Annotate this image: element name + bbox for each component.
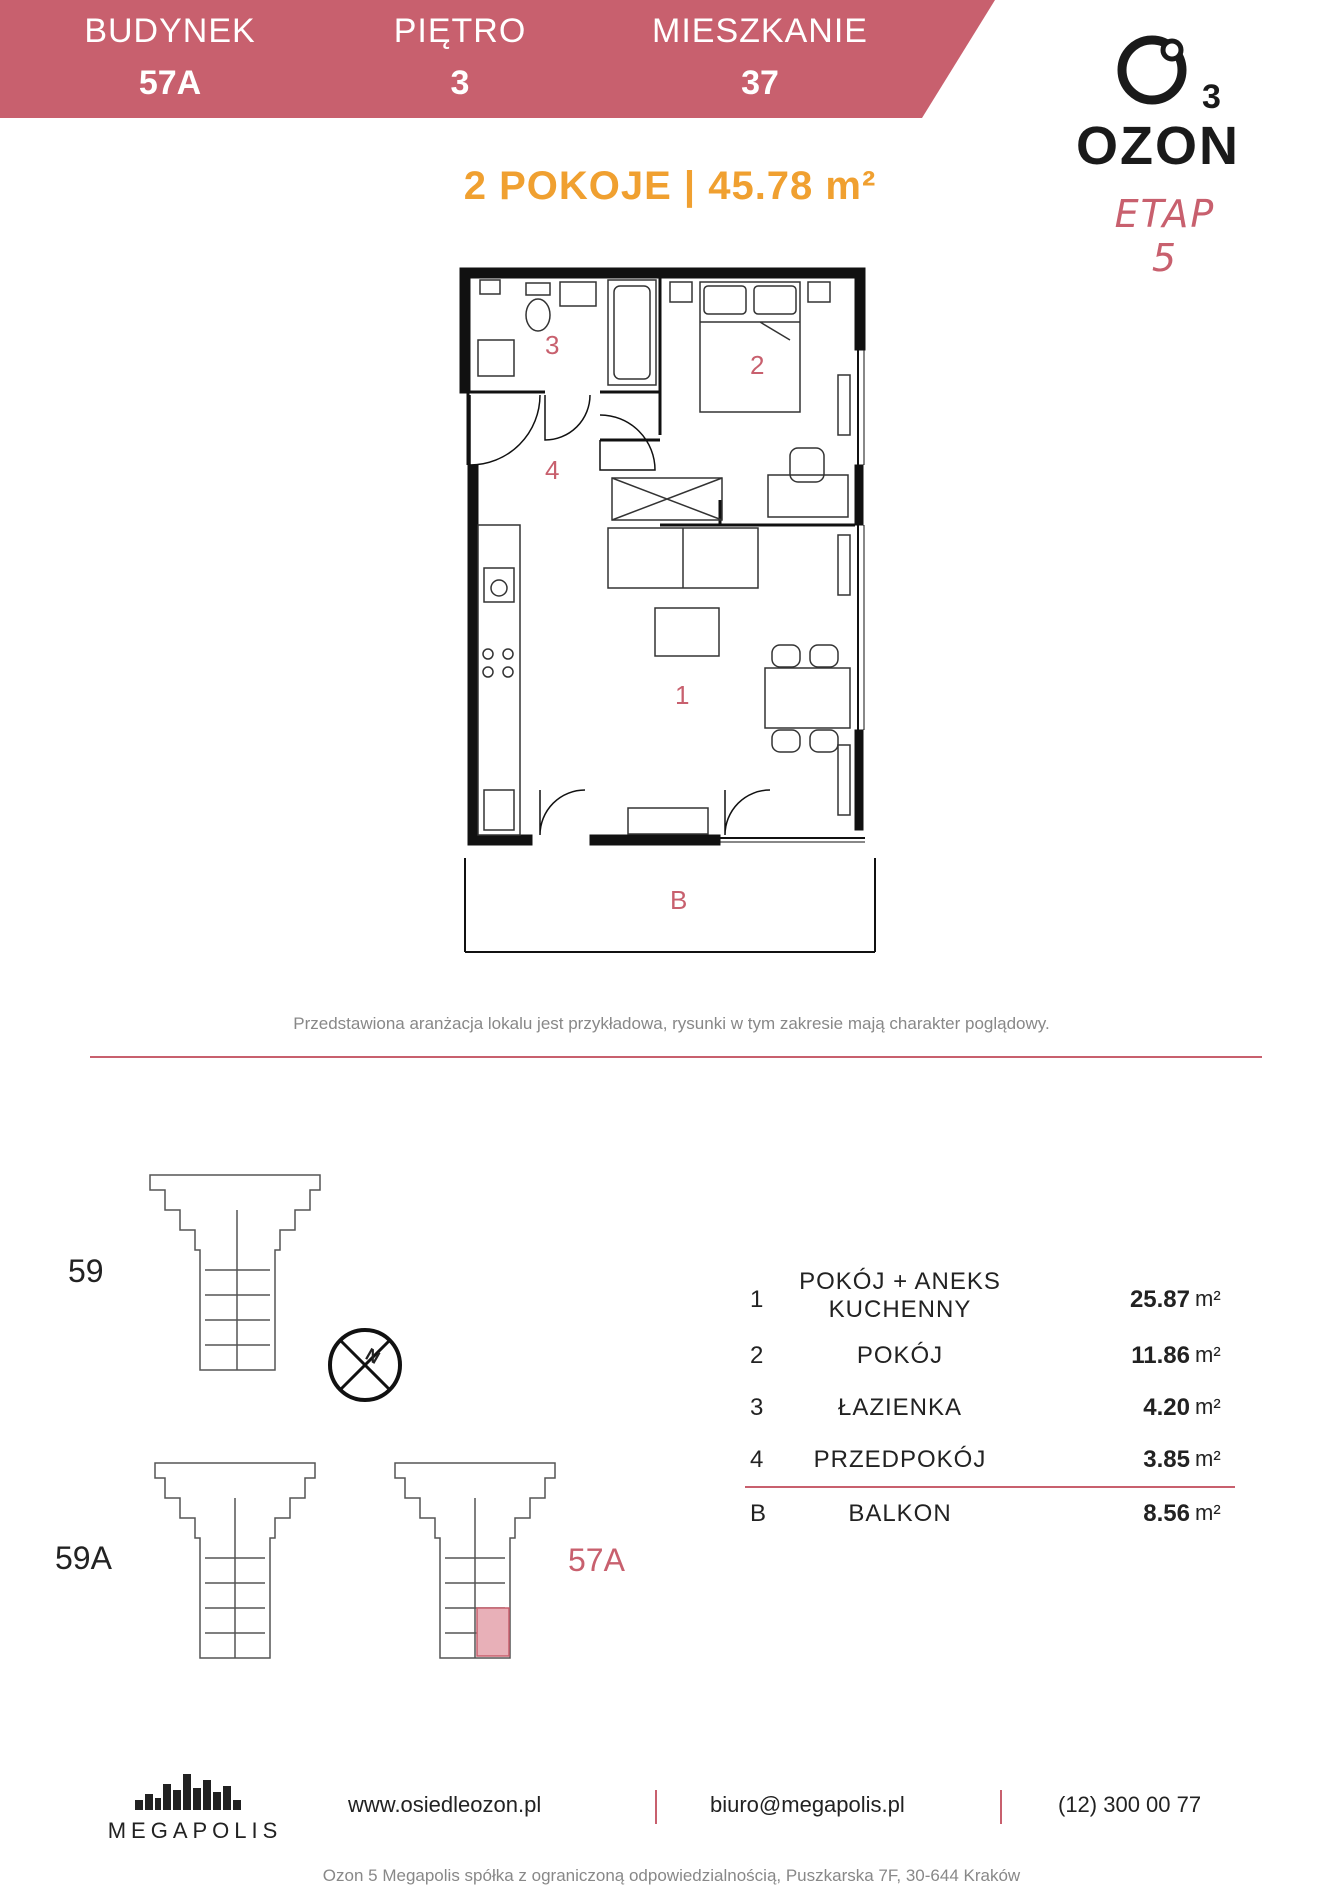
room-name: ŁAZIENKA (837, 1394, 963, 1421)
room-number: 2 (750, 1342, 764, 1369)
rooms-table (745, 1268, 1245, 1540)
building-59-label: 59 (68, 1253, 104, 1289)
room-area: 3.85 (1143, 1446, 1190, 1473)
building-59-outline (150, 1175, 320, 1370)
compass-icon (330, 1330, 400, 1400)
room-number: 3 (750, 1394, 764, 1421)
room-number: B (750, 1500, 767, 1527)
room-unit: m² (1195, 1286, 1221, 1311)
room-2-label: 2 (750, 350, 765, 380)
room-name: POKÓJ + ANEKS KUCHENNY (799, 1268, 1001, 1323)
floor-info (360, 0, 560, 100)
ozon-mark-icon (1110, 30, 1230, 115)
room-area: 11.86 (1131, 1342, 1190, 1369)
table-row (745, 1488, 1245, 1540)
building-label: BUDYNEK (84, 12, 256, 50)
room-number: 4 (750, 1446, 764, 1473)
table-row (745, 1384, 1245, 1436)
email-link[interactable]: biuro@megapolis.pl (710, 1792, 905, 1817)
building-59a-outline (155, 1463, 315, 1658)
brand-logo-text: OZON (1076, 116, 1240, 176)
site-plan (145, 1170, 625, 1670)
apartment-title: 2 POKOJE | 45.78 m² (463, 164, 877, 208)
balcony-label: B (670, 885, 688, 915)
plan-furniture (478, 280, 850, 835)
room-area: 25.87 (1129, 1286, 1190, 1313)
apartment-value: 37 (741, 64, 779, 102)
building-57a-label: 57A (568, 1542, 625, 1578)
building-59a-label: 59A (55, 1540, 112, 1576)
plan-doors (470, 395, 770, 835)
building-57a-outline (395, 1463, 555, 1658)
room-number: 1 (750, 1286, 764, 1313)
compass-north-label: N (362, 1344, 384, 1368)
footer-separator (655, 1790, 657, 1824)
room-unit: m² (1195, 1500, 1221, 1525)
room-4-label: 4 (545, 455, 560, 485)
room-3-label: 3 (545, 330, 560, 360)
room-unit: m² (1195, 1342, 1221, 1367)
room-area: 4.20 (1143, 1394, 1190, 1421)
megapolis-logo-text: MEGAPOLIS (107, 1818, 283, 1843)
room-name: POKÓJ (856, 1342, 944, 1369)
apartment-label: MIESZKANIE (652, 12, 868, 50)
building-info (40, 0, 300, 100)
apartment-info (610, 0, 910, 100)
room-1-label: 1 (675, 680, 690, 710)
table-row (745, 1436, 1245, 1488)
room-area: 8.56 (1143, 1500, 1190, 1527)
footer-separator (1000, 1790, 1002, 1824)
floor-label: PIĘTRO (393, 12, 527, 50)
table-row (745, 1332, 1245, 1384)
building-value: 57A (138, 64, 202, 102)
website-link[interactable]: www.osiedleozon.pl (348, 1792, 542, 1817)
room-unit: m² (1195, 1446, 1221, 1471)
stage-label: ETAP 5 (1114, 192, 1216, 280)
legal-notice: Ozon 5 Megapolis spółka z ograniczoną odpowiedzialnością, Puszkarska 7F, 30-644 Kraków (322, 1866, 1021, 1885)
megapolis-logo-icon (133, 1770, 253, 1812)
svg-text:3: 3 (1202, 78, 1221, 115)
floor-value: 3 (450, 64, 470, 102)
disclaimer: Przedstawiona aranżacja lokalu jest przykładowa, rysunki w tym zakresie mają charakter poglądowy. (293, 1014, 1050, 1033)
highlighted-apartment (477, 1608, 509, 1656)
floor-plan (455, 262, 885, 962)
room-name: BALKON (848, 1500, 952, 1527)
room-unit: m² (1195, 1394, 1221, 1419)
table-row (745, 1268, 1245, 1332)
room-name: PRZEDPOKÓJ (813, 1446, 987, 1473)
section-divider (90, 1056, 1262, 1058)
phone-link[interactable]: (12) 300 00 77 (1058, 1792, 1202, 1817)
